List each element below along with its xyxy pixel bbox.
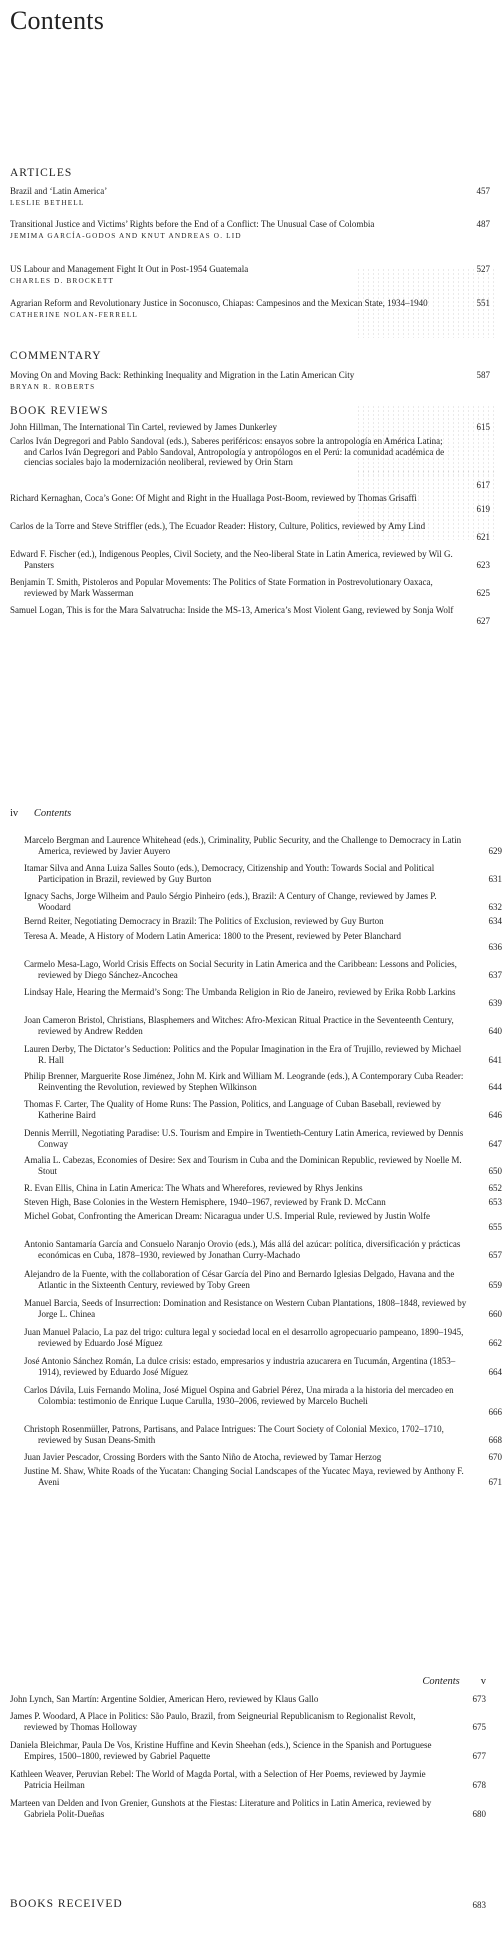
page-number: 652 bbox=[488, 1183, 502, 1193]
review-text: Lindsay Hale, Hearing the Mermaid’s Song: The Umbanda Religion in Rio de Janeiro, reviewed by Erika Robb Larkins bbox=[24, 987, 456, 997]
review-entry[interactable] bbox=[24, 1015, 502, 1036]
review-entry[interactable] bbox=[24, 931, 502, 952]
review-entry[interactable] bbox=[10, 605, 490, 626]
running-page-number: iv bbox=[10, 808, 19, 819]
article-author: CHARLES D. BROCKETT bbox=[10, 276, 115, 285]
review-text: Juan Javier Pescador, Crossing Borders with the Santo Niño de Atocha, reviewed by Tamar Herzog bbox=[24, 1452, 382, 1462]
article-title: Transitional Justice and Victims’ Rights before the End of a Conflict: The Unusual Case of Colombia bbox=[10, 219, 375, 229]
page-number: 631 bbox=[488, 874, 502, 884]
review-text: Michel Gobat, Confronting the American Dream: Nicaragua under U.S. Imperial Rule, reviewed by Justin Wolfe bbox=[24, 1211, 430, 1221]
review-text: Benjamin T. Smith, Pistoleros and Popular Movements: The Politics of State Formation in Postrevolutionary Oaxaca, reviewed by Mark Wasserman bbox=[10, 577, 433, 598]
review-entry[interactable] bbox=[24, 1099, 502, 1120]
review-text: Itamar Silva and Anna Luiza Salles Souto (eds.), Democracy, Citizenship and Youth: Towards Social and Political Participation in Brazil, reviewed by Guy Burton bbox=[24, 863, 435, 884]
review-text: Dennis Merrill, Negotiating Paradise: U.S. Tourism and Empire in Twentieth-Century Latin America, reviewed by Dennis Conway bbox=[24, 1128, 464, 1149]
page-number: 637 bbox=[488, 970, 502, 980]
page-number: 662 bbox=[488, 1338, 502, 1348]
page-number: 678 bbox=[472, 1780, 486, 1790]
review-text: Daniela Bleichmar, Paula De Vos, Kristine Huffine and Kevin Sheehan (eds.), Science in the Spanish and Portuguese Empires, 1500–1800, reviewed by Gabriel Paquette bbox=[10, 1740, 432, 1761]
page-number: 650 bbox=[488, 1166, 502, 1176]
article-title: Agrarian Reform and Revolutionary Justice in Soconusco, Chiapas: Campesinos and the Mexican State, 1934–1940 bbox=[10, 298, 428, 308]
page-number: 680 bbox=[472, 1809, 486, 1819]
page-number: 551 bbox=[476, 298, 490, 308]
article-title: US Labour and Management Fight It Out in Post-1954 Guatemala bbox=[10, 264, 249, 274]
review-entry[interactable] bbox=[24, 1183, 502, 1194]
review-text: James P. Woodard, A Place in Politics: São Paulo, Brazil, from Seigneurial Republicanism to Regionalist Revolt, reviewed by Thomas Holloway bbox=[10, 1711, 416, 1732]
page-number: 623 bbox=[476, 560, 490, 570]
review-entry[interactable] bbox=[10, 1694, 486, 1705]
page-number: 629 bbox=[488, 846, 502, 856]
review-entry[interactable] bbox=[24, 863, 502, 884]
review-entry[interactable] bbox=[24, 987, 502, 1008]
page-number: 625 bbox=[476, 588, 490, 598]
article-entry[interactable] bbox=[10, 219, 490, 241]
review-entry[interactable] bbox=[24, 1239, 502, 1260]
review-text: John Hillman, The International Tin Cartel, reviewed by James Dunkerley bbox=[10, 422, 278, 432]
review-entry[interactable] bbox=[24, 835, 502, 856]
book-reviews-heading: BOOK REVIEWS bbox=[10, 405, 109, 417]
books-received-page: 683 bbox=[472, 1900, 486, 1910]
review-text: Joan Cameron Bristol, Christians, Blasphemers and Witches: Afro-Mexican Ritual Practice in the Seventeenth Century, reviewed by Andrew Redden bbox=[24, 1015, 454, 1036]
page-number: 660 bbox=[488, 1309, 502, 1319]
review-entry[interactable] bbox=[10, 577, 490, 598]
review-text: Teresa A. Meade, A History of Modern Latin America: 1800 to the Present, reviewed by Peter Blanchard bbox=[24, 931, 402, 941]
review-text: Thomas F. Carter, The Quality of Home Runs: The Passion, Politics, and Language of Cuban Baseball, reviewed by Katherine Baird bbox=[24, 1099, 442, 1120]
review-entry[interactable] bbox=[10, 549, 490, 570]
review-entry[interactable] bbox=[24, 1327, 502, 1348]
page-number: 457 bbox=[476, 186, 490, 196]
review-entry[interactable] bbox=[24, 891, 502, 912]
page-number: 636 bbox=[488, 942, 502, 952]
review-entry[interactable] bbox=[24, 1452, 502, 1463]
review-text: Carmelo Mesa-Lago, World Crisis Effects on Social Security in Latin America and the Caribbean: Lessons and Policies, reviewed by Diego Sánchez-Ancochea bbox=[24, 959, 457, 980]
commentary-author: BRYAN R. ROBERTS bbox=[10, 382, 96, 391]
review-entry[interactable] bbox=[24, 1071, 502, 1092]
review-entry[interactable] bbox=[10, 1798, 486, 1819]
review-text: Ignacy Sachs, Jorge Wilheim and Paulo Sérgio Pinheiro (eds.), Brazil: A Century of Change, reviewed by James P. Woodard bbox=[24, 891, 437, 912]
running-head bbox=[422, 1676, 486, 1687]
review-text: Amalia L. Cabezas, Economies of Desire: Sex and Tourism in Cuba and the Dominican Republic, reviewed by Noelle M. Stout bbox=[24, 1155, 462, 1176]
review-entry[interactable] bbox=[24, 1128, 502, 1149]
page-number: 657 bbox=[488, 1250, 502, 1260]
books-received-heading: BOOKS RECEIVED bbox=[10, 1898, 123, 1910]
page-number: 675 bbox=[472, 1722, 486, 1732]
page-number: 673 bbox=[472, 1694, 486, 1704]
review-text: Lauren Derby, The Dictator’s Seduction: Politics and the Popular Imagination in the Era of Trujillo, reviewed by Michael R. Hall bbox=[24, 1044, 462, 1065]
page-number: 615 bbox=[476, 422, 490, 432]
review-text: Carlos Iván Degregori and Pablo Sandoval (eds.), Saberes periféricos: ensayos sobre la antropología en América Latina; and Carlos Iván Degregori and Pablo Sandoval, Antropología y antropólogos en el Perú: la comunidad académica de ciencias sociales bajo la modernización neoliberal, reviewed by Orin Starn bbox=[10, 436, 445, 468]
review-text: Manuel Barcia, Seeds of Insurrection: Domination and Resistance on Western Cuban Plantations, 1808–1848, reviewed by Jorge L. Chinea bbox=[24, 1298, 467, 1319]
review-entry[interactable] bbox=[24, 1424, 502, 1445]
commentary-heading: COMMENTARY bbox=[10, 350, 102, 362]
contents-page-2 bbox=[0, 808, 504, 1676]
review-text: John Lynch, San Martín: Argentine Soldier, American Hero, reviewed by Klaus Gallo bbox=[10, 1694, 319, 1704]
article-entry[interactable] bbox=[10, 264, 490, 286]
review-text: Carlos Dávila, Luis Fernando Molina, José Miguel Ospina and Gabriel Pérez, Una mirada a la historia del mercadeo en Colombia: testimonio de Enrique Luque Carulla, 1930–2006, reviewed by Marcelo Bucheli bbox=[24, 1385, 454, 1406]
review-text: Alejandro de la Fuente, with the collaboration of César García del Pino and Bernardo Iglesias Delgado, Havana and the Atlantic in the Sixteenth Century, reviewed by Toby Green bbox=[24, 1269, 455, 1290]
review-entry[interactable] bbox=[24, 1269, 502, 1290]
review-text: Marteen van Delden and Ivon Grenier, Gunshots at the Fiestas: Literature and Politics in Latin America, reviewed by Gabriela Polit-Dueñas bbox=[10, 1798, 432, 1819]
review-entry[interactable] bbox=[10, 493, 490, 514]
review-text: Antonio Santamaría García and Consuelo Naranjo Orovio (eds.), Más allá del azúcar: política, diversificación y prácticas económicas en Cuba, 1878–1930, reviewed by Jonathan Curry-Machado bbox=[24, 1239, 461, 1260]
review-entry[interactable] bbox=[10, 436, 490, 490]
article-entry[interactable] bbox=[10, 298, 490, 320]
review-entry[interactable] bbox=[24, 1044, 502, 1065]
review-text: Steven High, Base Colonies in the Western Hemisphere, 1940–1967, reviewed by Frank D. McCann bbox=[24, 1197, 386, 1207]
article-author: CATHERINE NOLAN-FERRELL bbox=[10, 310, 139, 319]
review-entry[interactable] bbox=[24, 1211, 502, 1232]
page-number: 659 bbox=[488, 1280, 502, 1290]
commentary-entry[interactable] bbox=[10, 370, 490, 392]
review-entry[interactable] bbox=[10, 1711, 486, 1732]
review-entry[interactable] bbox=[24, 916, 502, 927]
review-text: Christoph Rosenmüller, Patrons, Partisans, and Palace Intrigues: The Court Society of Colonial Mexico, 1702–1710, reviewed by Susan Deans-Smith bbox=[24, 1424, 444, 1445]
page-number: 640 bbox=[488, 1026, 502, 1036]
review-text: R. Evan Ellis, China in Latin America: The Whats and Wherefores, reviewed by Rhys Jenkins bbox=[24, 1183, 363, 1193]
running-label: Contents bbox=[422, 1676, 460, 1687]
running-label: Contents bbox=[33, 808, 72, 819]
page-number: 527 bbox=[476, 264, 490, 274]
review-text: Samuel Logan, This is for the Mara Salvatrucha: Inside the MS-13, America’s Most Violent Gang, reviewed by Sonja Wolf bbox=[10, 605, 454, 615]
article-title: Brazil and ‘Latin America’ bbox=[10, 186, 108, 196]
page-number: 644 bbox=[488, 1082, 502, 1092]
page-number: 487 bbox=[476, 219, 490, 229]
page-title: Contents bbox=[10, 6, 105, 35]
page-number: 655 bbox=[488, 1222, 502, 1232]
articles-heading: ARTICLES bbox=[10, 167, 73, 179]
page-number: 647 bbox=[488, 1139, 502, 1149]
review-entry[interactable] bbox=[10, 422, 490, 433]
contents-page-3 bbox=[0, 1676, 504, 1939]
review-text: Justine M. Shaw, White Roads of the Yucatan: Changing Social Landscapes of the Yucatec Maya, reviewed by Anthony F. Aveni bbox=[24, 1466, 464, 1487]
page-number: 666 bbox=[488, 1407, 502, 1417]
review-text: José Antonio Sánchez Román, La dulce crisis: estado, empresarios y industria azucarera en Tucumán, Argentina (1853–1914), reviewed by Eduardo José Míguez bbox=[24, 1356, 456, 1377]
review-entry[interactable] bbox=[24, 1155, 502, 1176]
page-number: 671 bbox=[488, 1477, 502, 1487]
page-number: 664 bbox=[488, 1367, 502, 1377]
review-text: Kathleen Weaver, Peruvian Rebel: The World of Magda Portal, with a Selection of Her Poems, reviewed by Jaymie Patricia Heilman bbox=[10, 1769, 426, 1790]
review-entry[interactable] bbox=[10, 1740, 486, 1761]
article-author: JEMIMA GARCÍA-GODOS AND KNUT ANDREAS O. LID bbox=[10, 231, 242, 240]
review-entry[interactable] bbox=[24, 1385, 502, 1417]
review-entry[interactable] bbox=[10, 1769, 486, 1790]
page-number: 639 bbox=[488, 998, 502, 1008]
page-number: 617 bbox=[476, 480, 490, 490]
page-number: 670 bbox=[488, 1452, 502, 1462]
page-number: 646 bbox=[488, 1110, 502, 1120]
article-author: LESLIE BETHELL bbox=[10, 198, 85, 207]
review-text: Bernd Reiter, Negotiating Democracy in Brazil: The Politics of Exclusion, reviewed by Guy Burton bbox=[24, 916, 384, 926]
article-entry[interactable] bbox=[10, 186, 490, 208]
page-number: 653 bbox=[488, 1197, 502, 1207]
review-text: Edward F. Fischer (ed.), Indigenous Peoples, Civil Society, and the Neo-liberal State in Latin America, reviewed by Wil G. Pansters bbox=[10, 549, 453, 570]
review-text: Marcelo Bergman and Laurence Whitehead (eds.), Criminality, Public Security, and the Challenge to Democracy in Latin America, reviewed by Javier Auyero bbox=[24, 835, 462, 856]
contents-page-1 bbox=[0, 0, 504, 800]
page-number: 621 bbox=[476, 532, 490, 542]
page-number: 634 bbox=[488, 916, 502, 926]
page-number: 587 bbox=[476, 370, 490, 380]
running-head bbox=[10, 808, 71, 819]
running-page-number: v bbox=[480, 1676, 486, 1687]
review-entry[interactable] bbox=[24, 1466, 502, 1487]
review-text: Richard Kernaghan, Coca’s Gone: Of Might and Right in the Huallaga Post-Boom, reviewed by Thomas Grisaffi bbox=[10, 493, 417, 503]
review-entry[interactable] bbox=[24, 1356, 502, 1377]
page-number: 632 bbox=[488, 902, 502, 912]
commentary-title: Moving On and Moving Back: Rethinking Inequality and Migration in the Latin American City bbox=[10, 370, 355, 380]
page-number: 641 bbox=[488, 1055, 502, 1065]
page-number: 619 bbox=[476, 504, 490, 514]
page-number: 627 bbox=[476, 616, 490, 626]
review-text: Juan Manuel Palacio, La paz del trigo: cultura legal y sociedad local en el desarrollo agropecuario pampeano, 1890–1945, reviewed by Eduardo José Míguez bbox=[24, 1327, 464, 1348]
review-entry[interactable] bbox=[24, 1298, 502, 1319]
review-text: Philip Brenner, Marguerite Rose Jiménez, John M. Kirk and William M. Leogrande (eds.), A Contemporary Cuba Reader: Reinventing the Revolution, reviewed by Stephen Wilkinson bbox=[24, 1071, 464, 1092]
review-entry[interactable] bbox=[24, 959, 502, 980]
page-number: 668 bbox=[488, 1435, 502, 1445]
review-entry[interactable] bbox=[10, 521, 490, 542]
review-entry[interactable] bbox=[24, 1197, 502, 1208]
page-number: 677 bbox=[472, 1751, 486, 1761]
review-text: Carlos de la Torre and Steve Striffler (eds.), The Ecuador Reader: History, Culture, Politics, reviewed by Amy Lind bbox=[10, 521, 426, 531]
